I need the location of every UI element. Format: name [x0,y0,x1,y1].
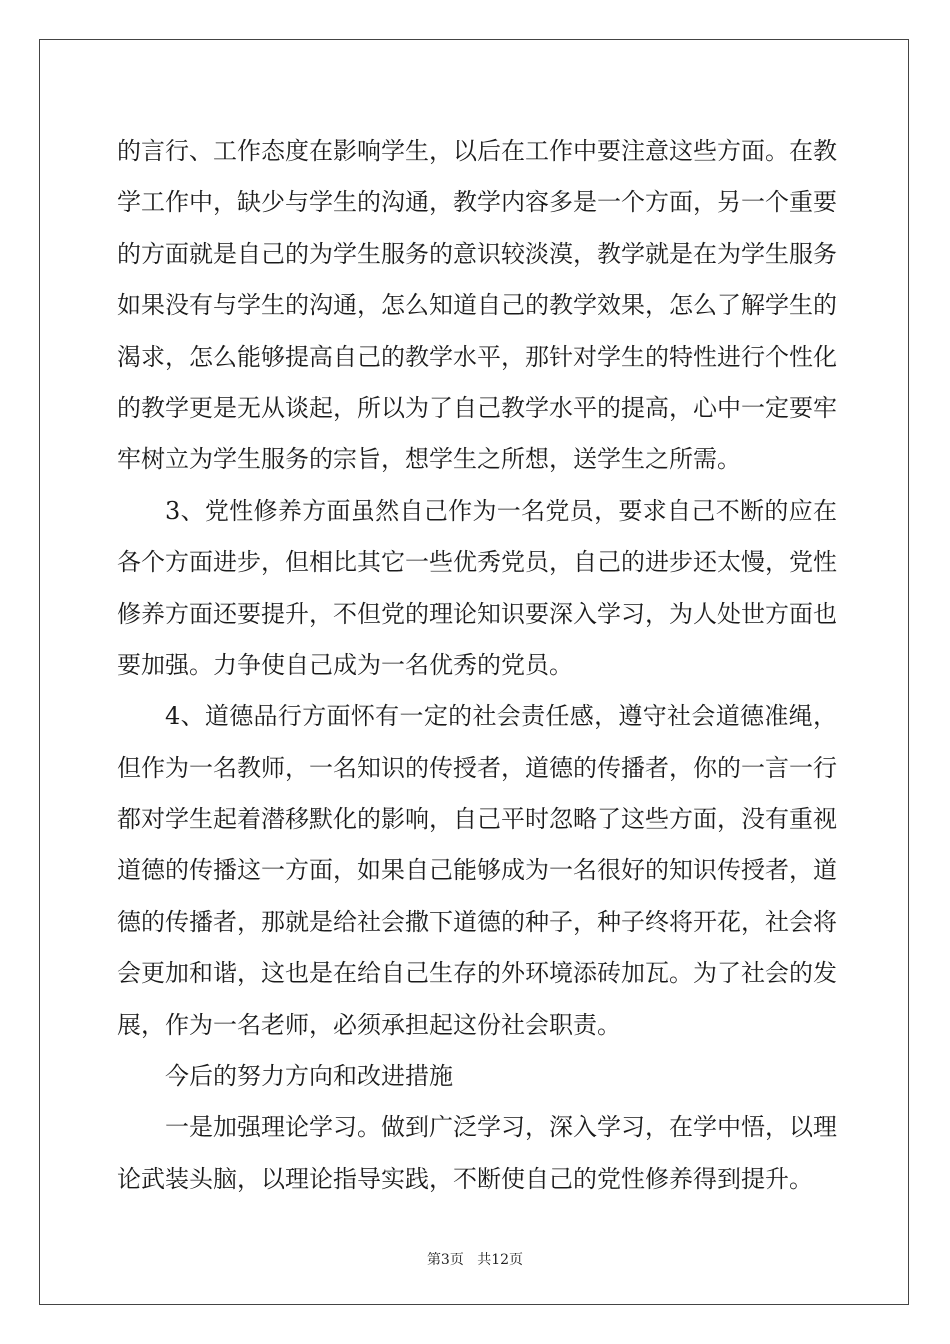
text-line: 3、党性修养方面虽然自己作为一名党员，要求自己不断的应在 [165,496,837,525]
text-line: 会更加和谐，这也是在给自己生存的外环境添砖加瓦。为了社会的发 [117,959,837,988]
document-body [117,126,837,1205]
text-line: 一是加强理论学习。做到广泛学习，深入学习，在学中悟，以理 [165,1113,837,1142]
text-line: 修养方面还要提升，不但党的理论知识要深入学习，为人处世方面也 [117,599,837,628]
text-line: 各个方面进步，但相比其它一些优秀党员，自己的进步还太慢，党性 [117,548,837,577]
text-line: 牢树立为学生服务的宗旨，想学生之所想，送学生之所需。 [117,445,741,474]
text-line: 学工作中，缺少与学生的沟通，教学内容多是一个方面，另一个重要 [117,188,837,217]
text-line: 都对学生起着潜移默化的影响，自己平时忽略了这些方面，没有重视 [117,805,837,834]
text-line: 要加强。力争使自己成为一名优秀的党员。 [117,650,573,679]
text-line: 今后的努力方向和改进措施 [165,1062,453,1091]
text-line: 渴求，怎么能够提高自己的教学水平，那针对学生的特性进行个性化 [117,342,837,371]
text-line: 的教学更是无从谈起，所以为了自己教学水平的提高，心中一定要牢 [117,393,837,422]
text-line: 展，作为一名老师，必须承担起这份社会职责。 [117,1010,621,1039]
page-total: 共12页 [477,1252,524,1268]
page-footer [0,1249,950,1269]
text-line: 4、道德品行方面怀有一定的社会责任感，遵守社会道德准绳， [165,702,837,731]
text-line: 但作为一名教师，一名知识的传授者，道德的传播者，你的一言一行 [117,753,837,782]
text-line: 道德的传播这一方面，如果自己能够成为一名很好的知识传授者，道 [117,856,837,885]
text-line: 的方面就是自己的为学生服务的意识较淡漠，教学就是在为学生服务 [117,239,837,268]
text-line: 论武装头脑，以理论指导实践，不断使自己的党性修养得到提升。 [117,1164,813,1193]
text-line: 德的传播者，那就是给社会撒下道德的种子，种子终将开花，社会将 [117,907,837,936]
page-number: 第3页 [426,1252,464,1268]
text-line: 的言行、工作态度在影响学生，以后在工作中要注意这些方面。在教 [117,137,837,165]
text-line: 如果没有与学生的沟通，怎么知道自己的教学效果，怎么了解学生的 [117,291,837,320]
